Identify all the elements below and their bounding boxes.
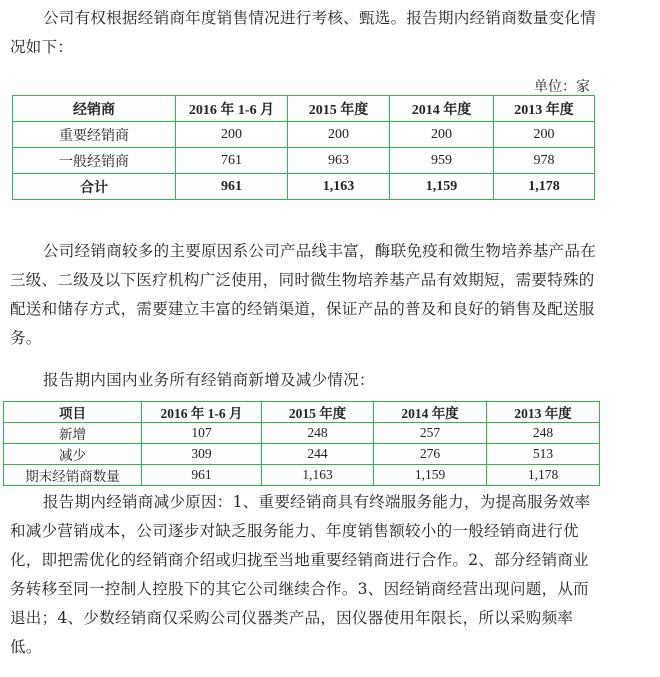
intro-paragraph: [10, 4, 604, 62]
intro-text: 公司有权根据经销商年度销售情况进行考核、甄选。报告期内经销商数量变化情况如下：: [10, 9, 597, 56]
table-cell: 961: [142, 465, 262, 486]
row-label: 重要经销商: [13, 122, 176, 148]
header-cell: 2013 年度: [487, 402, 600, 423]
table-cell: 244: [262, 444, 374, 465]
table-cell: 248: [262, 423, 374, 444]
table-cell: 1,178: [487, 465, 600, 486]
table-cell: 200: [494, 122, 595, 148]
table-cell: 1,178: [494, 174, 595, 200]
table-row: [13, 122, 595, 148]
change-intro-paragraph: [10, 366, 604, 395]
header-cell: 2015 年度: [262, 402, 374, 423]
table-cell: 257: [374, 423, 487, 444]
unit-label: 单位：家: [534, 79, 590, 95]
table-cell: 513: [487, 444, 600, 465]
decrease-reason-paragraph: [10, 488, 604, 662]
row-label: 一般经销商: [13, 148, 176, 174]
header-cell: 2015 年度: [288, 96, 390, 122]
header-cell: 经销商: [13, 96, 176, 122]
table-cell: 959: [390, 148, 494, 174]
table-cell: 1,163: [262, 465, 374, 486]
total-row: [13, 174, 595, 200]
header-cell: 2014 年度: [390, 96, 494, 122]
table-cell: 963: [288, 148, 390, 174]
header-cell: 2013 年度: [494, 96, 595, 122]
header-cell: 2016 年 1-6 月: [176, 96, 288, 122]
row-label: 合计: [13, 174, 176, 200]
table-cell: 978: [494, 148, 595, 174]
decrease-reason-text: 报告期内经销商减少原因：1、重要经销商具有终端服务能力，为提高服务效率和减少营销成本，公司逐步对缺乏服务能力、年度销售额较小的一般经销商进行优化，即把需优化的经销商介绍或归拢至当地重要经销商进行合作。2、部分经销商业务转移至同一控制人控股下的其它公司继续合作。3、因经销商经营出现问题，从而退出；4、少数经销商仅采购公司仪器类产品，因仪器使用年限长，所以采购频率低。: [10, 493, 591, 656]
table-cell: 1,159: [374, 465, 487, 486]
table-header-row: [4, 402, 600, 423]
table-cell: 200: [390, 122, 494, 148]
table-cell: 1,163: [288, 174, 390, 200]
table-cell: 276: [374, 444, 487, 465]
reason-paragraph: [10, 237, 604, 353]
row-label: 期末经销商数量: [4, 465, 142, 486]
change-intro-text: 报告期内国内业务所有经销商新增及减少情况：: [43, 371, 375, 389]
table-row: [4, 444, 600, 465]
header-cell: 2016 年 1-6 月: [142, 402, 262, 423]
table-cell: 1,159: [390, 174, 494, 200]
distributor-count-table: [12, 95, 595, 200]
table-cell: 200: [176, 122, 288, 148]
table-cell: 107: [142, 423, 262, 444]
table-cell: 200: [288, 122, 390, 148]
table-cell: 761: [176, 148, 288, 174]
row-label: 减少: [4, 444, 142, 465]
table-header-row: [13, 96, 595, 122]
table-cell: 961: [176, 174, 288, 200]
table-row: [4, 423, 600, 444]
table-cell: 309: [142, 444, 262, 465]
header-cell: 项目: [4, 402, 142, 423]
header-cell: 2014 年度: [374, 402, 487, 423]
row-label: 新增: [4, 423, 142, 444]
table-row: [13, 148, 595, 174]
table-row: [4, 465, 600, 486]
table-cell: 248: [487, 423, 600, 444]
distributor-change-table: [3, 401, 600, 486]
reason-text: 公司经销商较多的主要原因系公司产品线丰富，酶联免疫和微生物培养基产品在三级、二级及以下医疗机构广泛使用，同时微生物培养基产品有效期短，需要特殊的配送和储存方式，需要建立丰富的经销渠道，保证产品的普及和良好的销售及配送服务。: [10, 242, 597, 347]
